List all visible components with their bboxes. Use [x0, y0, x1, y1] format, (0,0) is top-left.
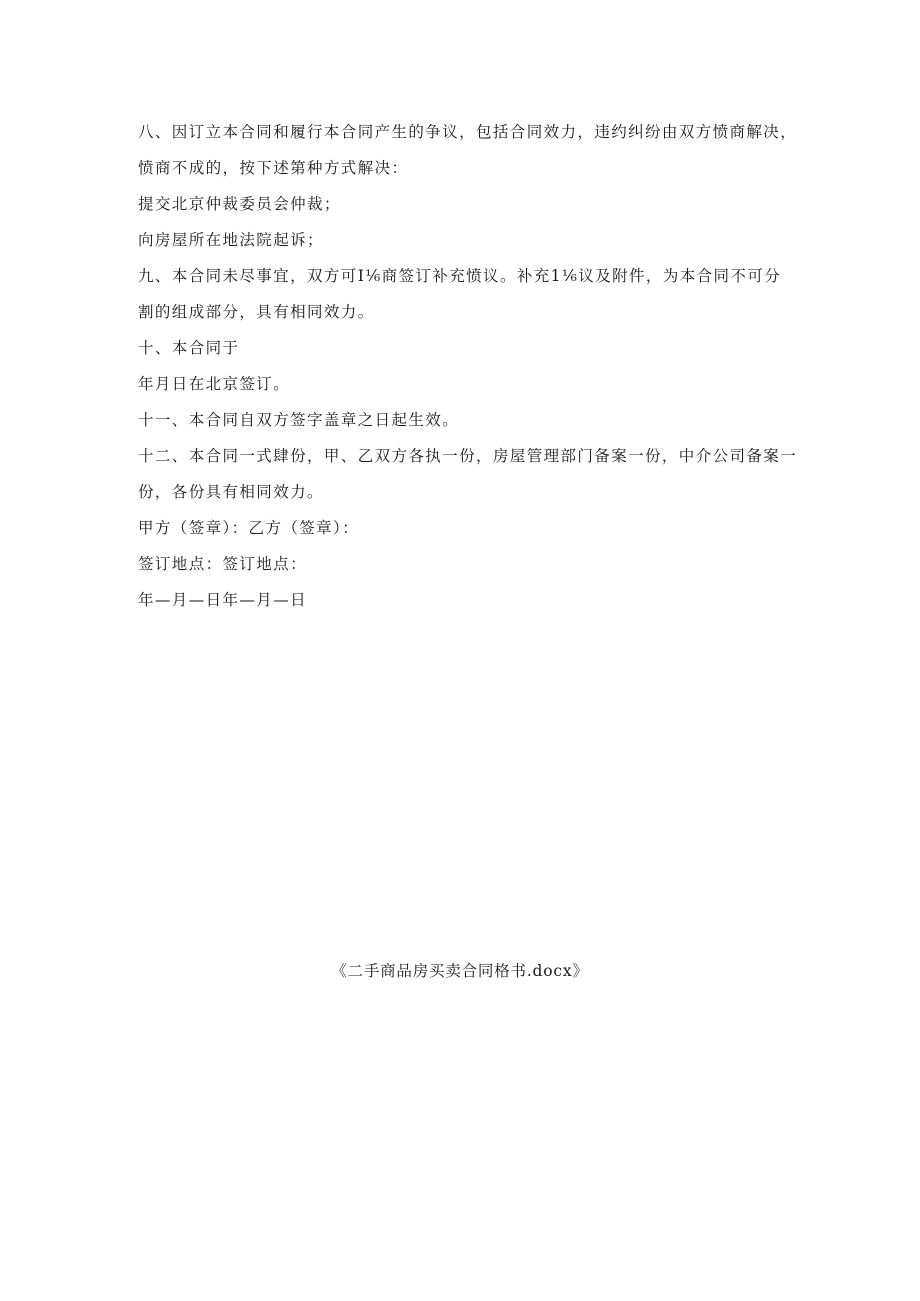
clause-11-effective: 十一、本合同自双方签字盖章之日起生效。 — [138, 411, 460, 429]
signing-date-place: 年月日在北京签订。 — [138, 375, 291, 393]
clause-9-supplement: 九、本合同未尽事宜，双方可I⅙商签订补充愤议。补充1⅙议及附件，为本合同不可分割的组成部分，具有相同效力。 — [138, 267, 782, 321]
date-line: 年—月—日年—月—日 — [138, 591, 308, 609]
document-body — [138, 114, 798, 618]
option-court: 向房屋所在地法院起诉； — [138, 231, 324, 249]
document-footer-filename: 《二手商品房买卖合同格书.docx》 — [331, 962, 589, 980]
signing-location-line: 签订地点：签订地点： — [138, 555, 308, 573]
signature-line: 甲方（签章）：乙方（签章）： — [138, 519, 360, 537]
option-arbitration: 提交北京仲裁委员会仲裁； — [138, 195, 341, 213]
clause-10-signing: 十、本合同于 — [138, 339, 240, 357]
clause-8-dispute: 八、因订立本合同和履行本合同产生的争议，包括合同效力，违约纠纷由双方愤商解决，愤商不成的，按下述第种方式解决： — [138, 123, 798, 177]
clause-12-copies: 十二、本合同一式肆份，甲、乙双方各执一份，房屋管理部门备案一份，中介公司备案一份，各份具有相同效力。 — [138, 447, 798, 501]
